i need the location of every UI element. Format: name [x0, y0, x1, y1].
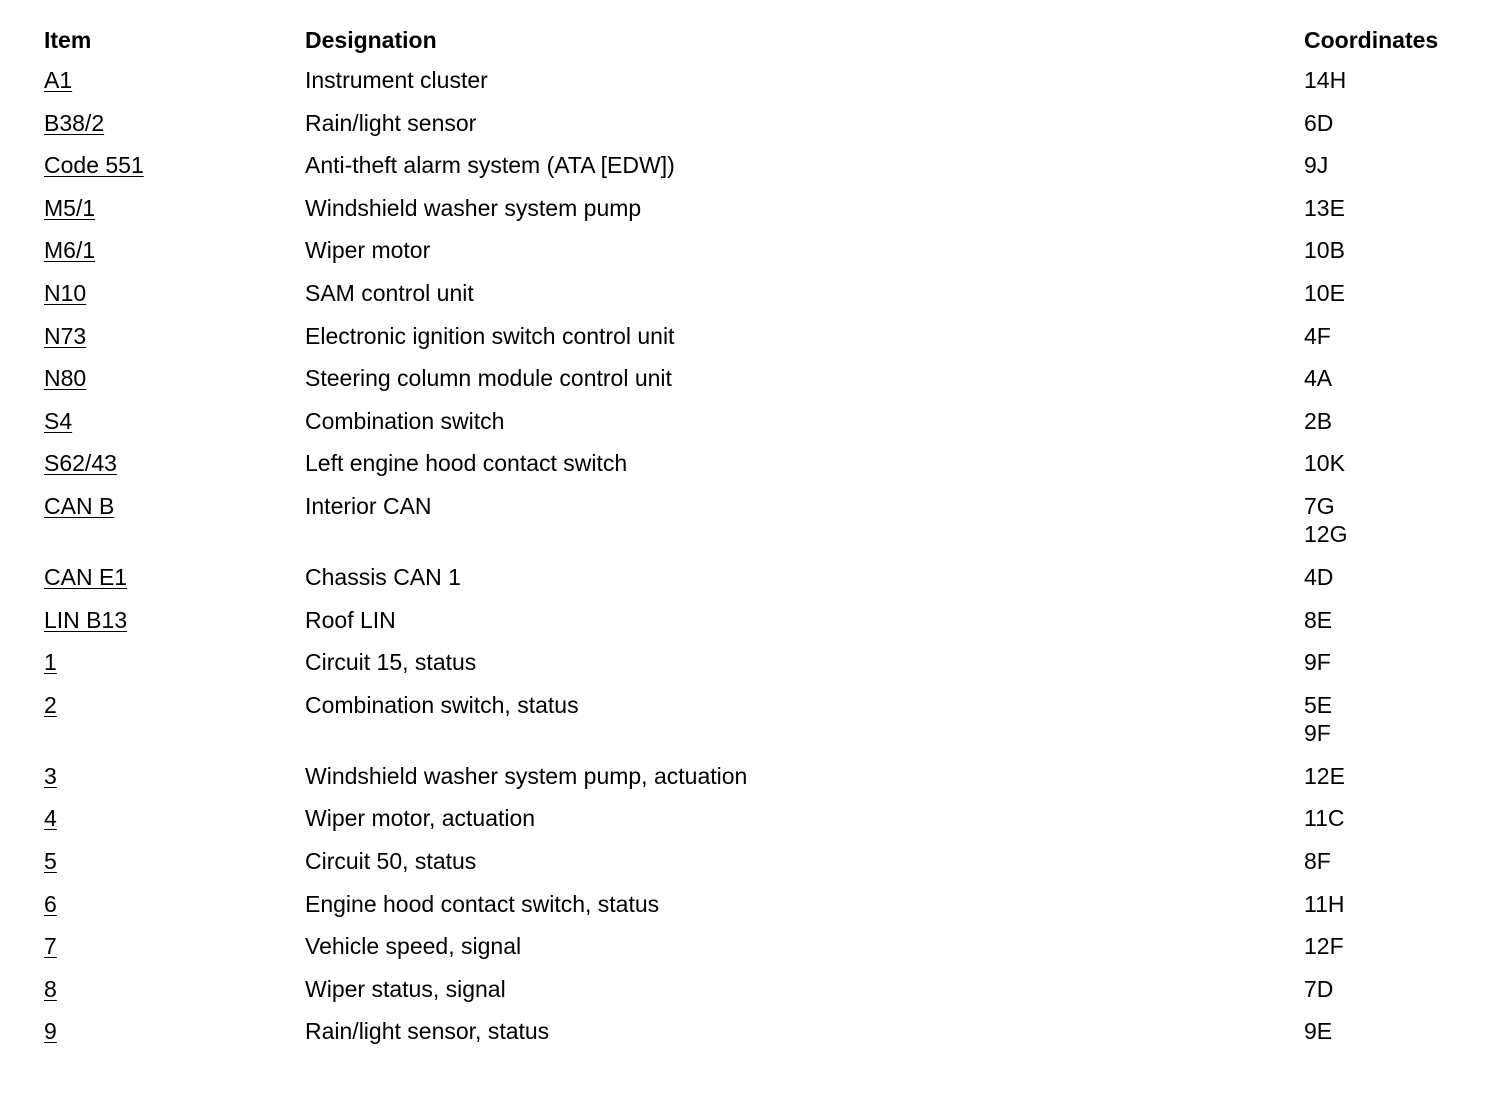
item-cell	[44, 932, 305, 960]
header-designation: Designation	[305, 27, 437, 53]
designation-cell: SAM control unit	[305, 279, 474, 306]
table-row	[44, 66, 1474, 109]
item-cell	[44, 563, 305, 591]
item-link[interactable]: CAN B	[44, 492, 115, 519]
coordinates-cell	[1304, 449, 1474, 477]
coordinate-value: 8F	[1304, 847, 1331, 874]
table-row	[44, 804, 1474, 847]
coordinate-value: 14H	[1304, 67, 1347, 93]
table-row	[44, 890, 1474, 933]
item-cell	[44, 975, 305, 1003]
coordinates-cell	[1304, 322, 1474, 350]
designation-cell: Steering column module control unit	[305, 365, 672, 392]
coordinates-cell	[1304, 762, 1474, 790]
coordinates-cell	[1304, 279, 1474, 307]
coordinate-value: 8E	[1304, 606, 1333, 633]
item-link[interactable]: 9	[44, 1018, 57, 1045]
coordinate-value: 6D	[1304, 109, 1334, 136]
item-link[interactable]: M6/1	[44, 237, 96, 264]
coordinates-cell	[1304, 932, 1474, 960]
designation-cell: Wiper motor, actuation	[305, 805, 536, 832]
table-row	[44, 691, 1474, 762]
item-link[interactable]: 7	[44, 933, 57, 960]
item-cell	[44, 804, 305, 832]
coordinates-cell	[1304, 364, 1474, 392]
coordinate-value: 9E	[1304, 1018, 1333, 1045]
designation-cell: Wiper status, signal	[305, 975, 506, 1002]
designation-cell: Circuit 15, status	[305, 649, 477, 676]
coordinates-cell	[1304, 563, 1474, 591]
designation-cell: Wiper motor	[305, 237, 431, 264]
table-row	[44, 449, 1474, 492]
coordinates-cell	[1304, 606, 1474, 634]
designation-cell: Circuit 50, status	[305, 847, 477, 874]
item-link[interactable]: N10	[44, 279, 87, 306]
coordinates-cell	[1304, 975, 1474, 1003]
coordinates-cell	[1304, 847, 1474, 875]
item-cell	[44, 236, 305, 264]
coordinates-cell	[1304, 194, 1474, 222]
table-row	[44, 932, 1474, 975]
coordinates-cell	[1304, 691, 1474, 747]
table-row	[44, 151, 1474, 194]
item-link[interactable]: S62/43	[44, 450, 117, 477]
designation-cell: Vehicle speed, signal	[305, 933, 522, 960]
coordinate-value: 12G	[1304, 520, 1348, 547]
item-cell	[44, 279, 305, 307]
coordinates-cell	[1304, 236, 1474, 264]
coordinate-value: 7G	[1304, 492, 1335, 519]
item-cell	[44, 66, 305, 94]
item-link[interactable]: 8	[44, 975, 57, 1002]
component-legend-table	[44, 26, 1474, 1060]
designation-cell: Anti-theft alarm system (ATA [EDW])	[305, 152, 675, 179]
item-cell	[44, 691, 305, 719]
item-cell	[44, 648, 305, 676]
item-link[interactable]: 2	[44, 691, 57, 718]
coordinate-value: 11H	[1304, 890, 1345, 917]
item-link[interactable]: 5	[44, 847, 57, 874]
coordinates-cell	[1304, 109, 1474, 137]
table-row	[44, 236, 1474, 279]
item-link[interactable]: LIN B13	[44, 606, 128, 633]
coordinate-value: 4F	[1304, 322, 1331, 349]
table-row	[44, 194, 1474, 237]
table-body	[44, 66, 1474, 1060]
item-cell	[44, 606, 305, 634]
designation-cell: Windshield washer system pump	[305, 194, 642, 221]
table-row	[44, 322, 1474, 365]
coordinate-value: 4D	[1304, 563, 1334, 590]
coordinates-cell	[1304, 66, 1474, 94]
item-cell	[44, 407, 305, 435]
item-link[interactable]: 1	[44, 649, 57, 676]
item-link[interactable]: M5/1	[44, 194, 96, 221]
table-row	[44, 975, 1474, 1018]
coordinate-value: 12E	[1304, 762, 1345, 789]
designation-cell: Rain/light sensor, status	[305, 1018, 550, 1045]
designation-cell: Combination switch, status	[305, 691, 579, 718]
coordinates-cell	[1304, 648, 1474, 676]
coordinate-value: 10B	[1304, 237, 1345, 264]
table-row	[44, 1017, 1474, 1060]
item-link[interactable]: CAN E1	[44, 563, 128, 590]
table-row	[44, 364, 1474, 407]
designation-cell: Engine hood contact switch, status	[305, 890, 660, 917]
table-row	[44, 847, 1474, 890]
coordinate-value: 5E	[1304, 691, 1333, 718]
coordinate-value: 9J	[1304, 152, 1329, 179]
coordinate-value: 9F	[1304, 719, 1331, 746]
table-row	[44, 606, 1474, 649]
coordinates-cell	[1304, 890, 1474, 918]
item-link[interactable]: A1	[44, 67, 73, 93]
item-cell	[44, 762, 305, 790]
coordinates-cell	[1304, 804, 1474, 832]
table-row	[44, 563, 1474, 606]
coordinate-value: 2B	[1304, 407, 1333, 434]
designation-cell: Combination switch	[305, 407, 505, 434]
table-row	[44, 407, 1474, 450]
designation-cell: Electronic ignition switch control unit	[305, 322, 675, 349]
table-row	[44, 492, 1474, 563]
item-cell	[44, 847, 305, 875]
coordinates-cell	[1304, 151, 1474, 179]
header-coordinates: Coordinates	[1304, 27, 1439, 53]
coordinate-value: 10K	[1304, 450, 1345, 477]
table-row	[44, 762, 1474, 805]
item-cell	[44, 194, 305, 222]
table-row	[44, 648, 1474, 691]
item-cell	[44, 492, 305, 520]
designation-cell: Roof LIN	[305, 606, 396, 633]
coordinates-cell	[1304, 1017, 1474, 1045]
item-cell	[44, 151, 305, 179]
item-link[interactable]: Code 551	[44, 152, 144, 179]
coordinate-value: 11C	[1304, 805, 1345, 832]
item-cell	[44, 449, 305, 477]
item-cell	[44, 890, 305, 918]
item-cell	[44, 364, 305, 392]
item-cell	[44, 322, 305, 350]
item-link[interactable]: B38/2	[44, 109, 105, 136]
coordinate-value: 10E	[1304, 279, 1345, 306]
coordinate-value: 4A	[1304, 365, 1333, 392]
coordinate-value: 13E	[1304, 194, 1345, 221]
header-item: Item	[44, 27, 92, 53]
designation-cell: Chassis CAN 1	[305, 563, 461, 590]
item-link[interactable]: 4	[44, 805, 57, 832]
coordinate-value: 12F	[1304, 933, 1344, 960]
item-link[interactable]: S4	[44, 407, 73, 434]
designation-cell: Rain/light sensor	[305, 109, 477, 136]
designation-cell: Left engine hood contact switch	[305, 450, 628, 477]
coordinate-value: 7D	[1304, 975, 1334, 1002]
designation-cell: Windshield washer system pump, actuation	[305, 762, 748, 789]
coordinates-cell	[1304, 492, 1474, 548]
designation-cell: Interior CAN	[305, 492, 432, 519]
table-row	[44, 109, 1474, 152]
table-header	[44, 26, 1474, 66]
item-link[interactable]: 6	[44, 890, 57, 917]
item-link[interactable]: N73	[44, 322, 87, 349]
coordinates-cell	[1304, 407, 1474, 435]
coordinate-value: 9F	[1304, 649, 1331, 676]
table-row	[44, 279, 1474, 322]
item-cell	[44, 109, 305, 137]
designation-cell: Instrument cluster	[305, 67, 488, 93]
item-cell	[44, 1017, 305, 1045]
item-link[interactable]: 3	[44, 762, 57, 789]
item-link[interactable]: N80	[44, 365, 87, 392]
